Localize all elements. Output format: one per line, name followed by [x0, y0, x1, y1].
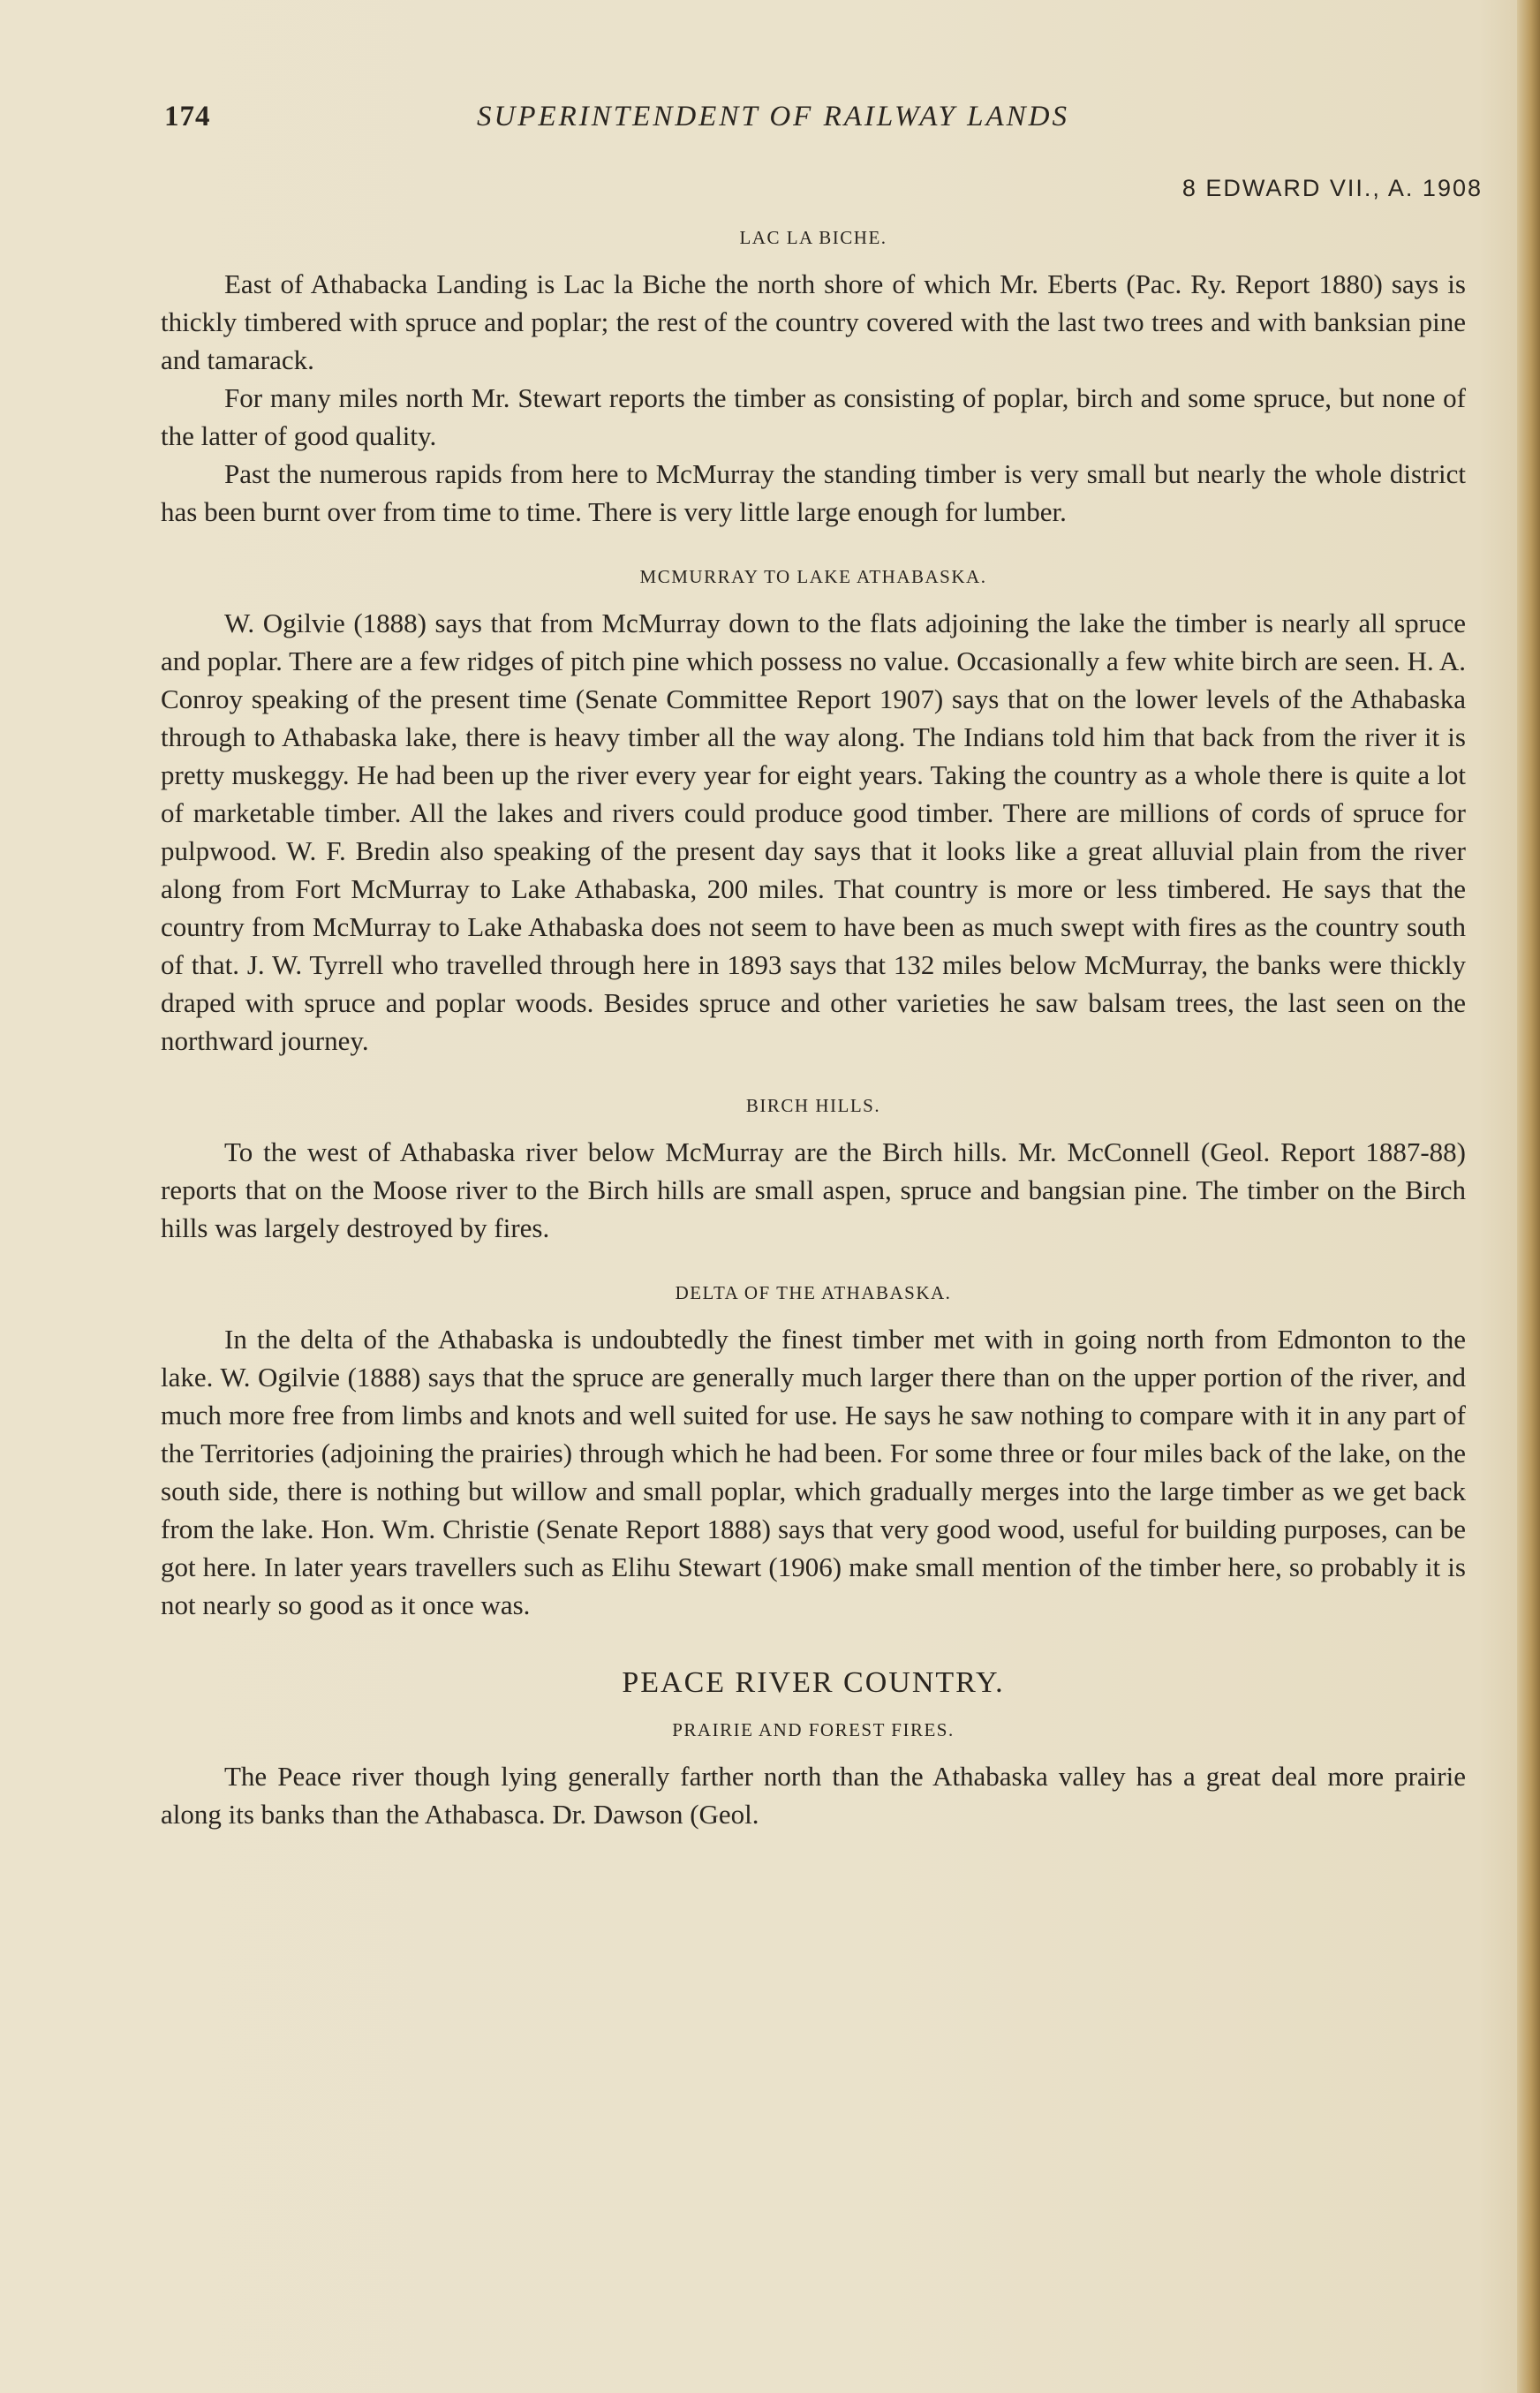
section-peace-river-country: [161, 1666, 1466, 1833]
paragraph: To the west of Athabaska river below McMurray are the Birch hills. Mr. McConnell (Geol. Report 1887-88) reports that on the Moose river to the Birch hills are small aspen, spruce and bangsian pine. The timber on the Birch hills was largely destroyed by fires.: [161, 1136, 1466, 1243]
section-heading: MCMURRAY TO LAKE ATHABASKA.: [639, 566, 987, 587]
body-text: [161, 216, 1466, 1833]
section-delta-of-the-athabaska: [161, 1282, 1466, 1624]
section-mcmurray-to-lake-athabaska: [161, 566, 1466, 1060]
paragraph: W. Ogilvie (1888) says that from McMurray down to the flats adjoining the lake the timber is nearly all spruce and poplar. There are a few ridges of pitch pine which possess no value. Occasionally a few white birch are seen. H. A. Conroy speaking of the present time (Senate Committee Report 1907) says that on the lower levels of the Athabaska through to Athabaska lake, there is heavy timber all the way along. The Indians told him that back from the river it is pretty muskeggy. He had been up the river every year for eight years. Taking the country as a whole there is quite a lot of marketable timber. All the lakes and rivers could produce good timber. There are millions of cords of spruce for pulpwood. W. F. Bredin also speaking of the present day says that it looks like a great alluvial plain from the river along from Fort McMurray to Lake Athabaska, 200 miles. That country is more or less timbered. He says that the country from McMurray to Lake Athabaska does not seem to have been as much swept with fires as the country south of that. J. W. Tyrrell who travelled through here in 1893 says that 132 miles below McMurray, the banks were thickly draped with spruce and poplar woods. Besides spruce and other varieties he saw balsam trees, the last seen on the northward journey.: [161, 608, 1466, 1056]
paragraph: The Peace river though lying generally farther north than the Athabaska valley has a great deal more prairie along its banks than the Athabasca. Dr. Dawson (Geol.: [161, 1761, 1466, 1830]
book-spine: [1517, 0, 1540, 2393]
section-heading: PRAIRIE AND FOREST FIRES.: [672, 1719, 955, 1740]
running-title: SUPERINTENDENT OF RAILWAY LANDS: [477, 101, 1069, 132]
session-label: 8 EDWARD VII., A. 1908: [1181, 175, 1483, 201]
section-heading: BIRCH HILLS.: [745, 1095, 881, 1116]
section-lac-la-biche: [161, 227, 1466, 531]
paragraph: Past the numerous rapids from here to McMurray the standing timber is very small but nearly the whole district has been burnt over from time to time. There is very little large enough for lumber.: [161, 458, 1466, 527]
section-heading: LAC LA BICHE.: [739, 227, 887, 248]
paragraph: East of Athabacka Landing is Lac la Biche the north shore of which Mr. Eberts (Pac. Ry. Report 1880) says is thickly timbered with spruce and poplar; the rest of the country covered with the last two trees and with banksian pine and tamarack.: [161, 268, 1466, 375]
paragraph: In the delta of the Athabaska is undoubtedly the finest timber met with in going north from Edmonton to the lake. W. Ogilvie (1888) says that the spruce are generally much larger there than on the upper portion of the river, and much more free from limbs and knots and well suited for use. He says he saw nothing to compare with it in any part of the Territories (adjoining the prairies) through which he had been. For some three or four miles back of the lake, on the south side, there is nothing but willow and small poplar, which gradually merges into the large timber as we get back from the lake. Hon. Wm. Christie (Senate Report 1888) says that very good wood, useful for building purposes, can be got here. In later years travellers such as Elihu Stewart (1906) make small mention of the timber here, so probably it is not nearly so good as it once was.: [161, 1324, 1466, 1620]
page-number: 174: [164, 101, 211, 132]
paragraph: For many miles north Mr. Stewart reports the timber as consisting of poplar, birch and some spruce, but none of the latter of good quality.: [161, 382, 1466, 451]
chapter-heading: PEACE RIVER COUNTRY.: [622, 1666, 1005, 1699]
section-birch-hills: [161, 1095, 1466, 1247]
section-heading: DELTA OF THE ATHABASKA.: [675, 1282, 952, 1303]
